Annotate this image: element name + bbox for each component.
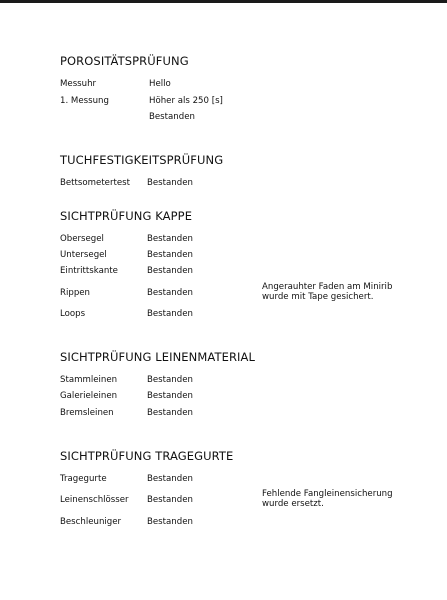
section-heading-porositaet: POROSITÄTSPRÜFUNG — [60, 54, 189, 68]
row-value: Hello — [149, 79, 171, 89]
section-heading-tragegurte: SICHTPRÜFUNG TRAGEGURTE — [60, 449, 234, 463]
row-value: Bestanden — [149, 112, 195, 122]
row-label: Loops — [60, 309, 86, 319]
remark-line: Angerauhter Faden am Minirib — [262, 282, 393, 292]
row-value: Bestanden — [147, 408, 193, 418]
row-value: Bestanden — [147, 474, 193, 484]
row-label: Bremsleinen — [60, 408, 114, 418]
section-heading-kappe: SICHTPRÜFUNG KAPPE — [60, 209, 193, 223]
row-value: Bestanden — [147, 495, 193, 505]
row-value: Bestanden — [147, 375, 193, 385]
row-label: Tragegurte — [60, 474, 107, 484]
row-value: Bestanden — [147, 517, 193, 527]
row-label: Stammleinen — [60, 375, 118, 385]
row-label: Beschleuniger — [60, 517, 122, 527]
remark-line: wurde mit Tape gesichert. — [262, 291, 374, 302]
section-heading-leinen: SICHTPRÜFUNG LEINENMATERIAL — [60, 350, 256, 364]
row-value: Bestanden — [147, 391, 193, 401]
row-label: Galerieleinen — [60, 391, 118, 401]
row-value: Bestanden — [147, 250, 193, 260]
row-label: Untersegel — [60, 250, 107, 260]
row-label: 1. Messung — [60, 96, 109, 106]
row-label: Messuhr — [60, 79, 97, 89]
remark-note — [262, 283, 392, 302]
row-value: Bestanden — [147, 266, 193, 276]
row-value: Bestanden — [147, 309, 193, 319]
row-value: Höher als 250 [s] — [149, 96, 223, 106]
row-value: Bestanden — [147, 288, 193, 298]
row-label: Bettsometertest — [60, 178, 131, 188]
row-value: Bestanden — [147, 178, 193, 188]
row-label: Obersegel — [60, 234, 104, 244]
row-label: Leinenschlösser — [60, 495, 129, 505]
remark-line: Fehlende Fangleinensicherung — [262, 489, 393, 499]
row-value: Bestanden — [147, 234, 193, 244]
remark-line: wurde ersetzt. — [262, 498, 324, 509]
row-label: Rippen — [60, 288, 91, 298]
row-label: Eintrittskante — [60, 266, 118, 276]
top-border — [0, 0, 447, 3]
remark-note — [262, 490, 393, 509]
section-heading-tuchfestigkeit: TUCHFESTIGKEITSPRÜFUNG — [60, 153, 224, 167]
